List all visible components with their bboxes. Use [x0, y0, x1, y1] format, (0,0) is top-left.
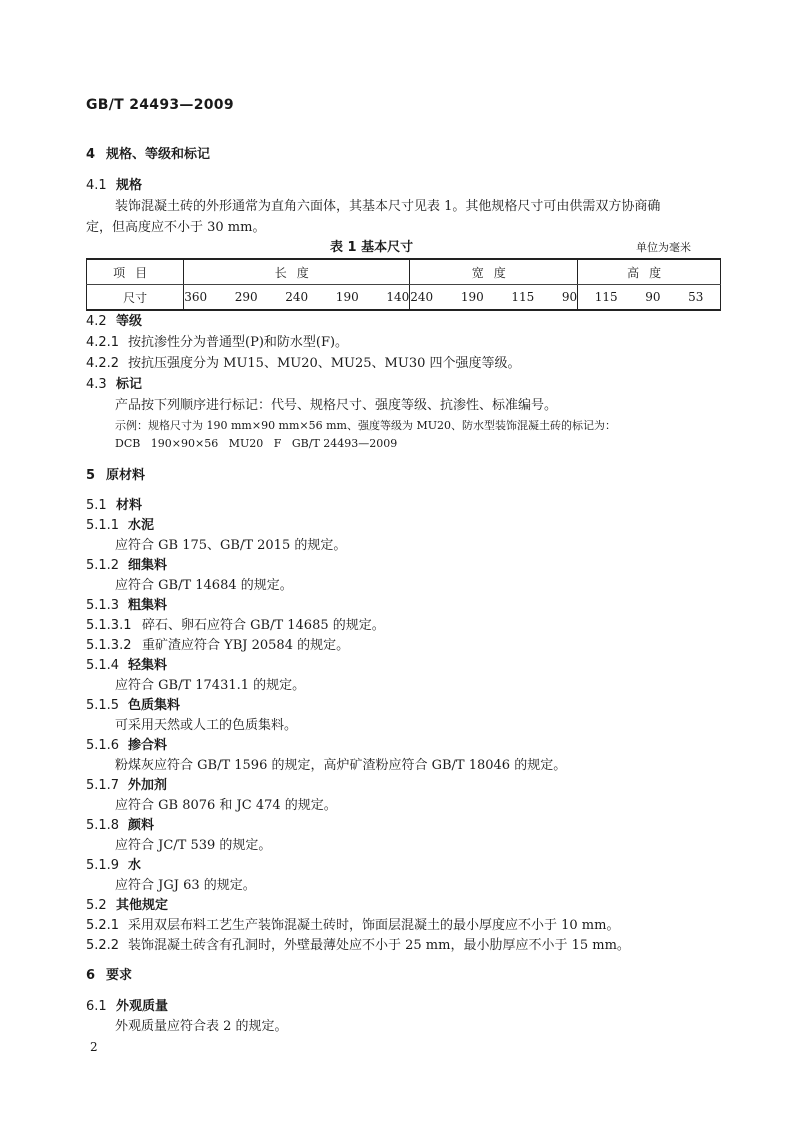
section-5-1-5-text: 可采用天然或人工的色质集料。 — [115, 718, 298, 733]
section-4-2-heading — [86, 313, 142, 331]
section-5-1-8-heading — [86, 817, 154, 835]
marking-example-intro: 示例：规格尺寸为 190 mm×90 mm×56 mm、强度等级为 MU20、防水型装饰混凝土砖的标记为： — [115, 419, 617, 432]
table-header-row — [87, 259, 721, 285]
section-5-1-7-text: 应符合 GB 8076 和 JC 474 的规定。 — [115, 798, 337, 813]
section-number: 5.1.2 — [86, 558, 120, 573]
section-number: 4.2 — [86, 314, 107, 329]
section-text: 按抗压强度分为 MU15、MU20、MU25、MU30 四个强度等级。 — [128, 356, 521, 371]
section-4-1-text-1: 装饰混凝土砖的外形通常为直角六面体，其基本尺寸见表 1。其他规格尺寸可由供需双方协商确 — [115, 199, 661, 214]
section-5-1-9-heading — [86, 857, 141, 875]
section-5-1-1-text: 应符合 GB 175、GB/T 2015 的规定。 — [115, 538, 347, 553]
section-5-1-4-heading — [86, 657, 167, 675]
section-number: 5.1.8 — [86, 818, 120, 833]
section-5-1-6-heading — [86, 737, 167, 755]
section-number: 4.2.1 — [86, 335, 120, 350]
section-4-3-heading — [86, 376, 142, 394]
row-label: 尺寸 — [87, 285, 184, 311]
section-4-heading — [86, 146, 210, 164]
section-title: 色质集料 — [128, 698, 181, 713]
section-number: 5.1.4 — [86, 658, 120, 673]
marking-example: DCB 190×90×56 MU20 F GB/T 24493—2009 — [115, 437, 398, 450]
standard-number: GB/T 24493—2009 — [86, 97, 234, 113]
section-5-1-5-heading — [86, 697, 180, 715]
section-5-1-1-heading — [86, 517, 154, 535]
section-5-1-2-text: 应符合 GB/T 14684 的规定。 — [115, 578, 293, 593]
section-5-1-2-heading — [86, 557, 167, 575]
section-5-1-3-1 — [86, 617, 385, 635]
page-number: 2 — [90, 1040, 98, 1054]
section-number: 4 — [86, 147, 96, 162]
section-text: 碎石、卵石应符合 GB/T 14685 的规定。 — [142, 618, 385, 633]
section-number: 4.2.2 — [86, 356, 120, 371]
section-5-1-4-text: 应符合 GB/T 17431.1 的规定。 — [115, 678, 306, 693]
section-number: 5.1.9 — [86, 858, 120, 873]
section-number: 4.1 — [86, 178, 107, 193]
section-title: 水泥 — [128, 518, 155, 533]
section-title: 等级 — [116, 314, 143, 329]
section-title: 细集料 — [128, 558, 168, 573]
section-text: 装饰混凝土砖含有孔洞时，外壁最薄处应不小于 25 mm，最小肋厚应不小于 15 mm。 — [128, 938, 630, 953]
section-number: 5.1.5 — [86, 698, 120, 713]
table-row — [87, 285, 721, 311]
section-title: 其他规定 — [116, 898, 169, 913]
section-title: 规格、等级和标记 — [106, 147, 211, 162]
section-title: 外观质量 — [116, 999, 169, 1014]
table-1-basic-dimensions — [86, 258, 721, 311]
header-length: 长度 — [184, 259, 410, 285]
section-number: 5.2.1 — [86, 918, 120, 933]
section-title: 粗集料 — [128, 598, 168, 613]
section-title: 要求 — [106, 968, 133, 983]
section-number: 5.1.6 — [86, 738, 120, 753]
section-number: 6.1 — [86, 999, 107, 1014]
section-6-1-heading — [86, 998, 168, 1016]
section-title: 颜料 — [128, 818, 155, 833]
section-5-2-2 — [86, 937, 630, 955]
section-title: 轻集料 — [128, 658, 168, 673]
section-text: 按抗渗性分为普通型(P)和防水型(F)。 — [128, 335, 349, 350]
section-number: 5.1 — [86, 498, 107, 513]
table-1-title: 表 1 基本尺寸 — [330, 240, 414, 255]
height-values: 115 90 53 — [578, 285, 721, 311]
section-5-1-6-text: 粉煤灰应符合 GB/T 1596 的规定，高炉矿渣粉应符合 GB/T 18046 的规定。 — [115, 758, 567, 773]
width-values: 240 190 115 90 — [410, 285, 578, 311]
section-5-1-8-text: 应符合 JC/T 539 的规定。 — [115, 838, 272, 853]
section-5-1-3-heading — [86, 597, 167, 615]
section-4-1-heading — [86, 177, 142, 195]
section-number: 5.1.3.1 — [86, 618, 132, 633]
section-4-2-1 — [86, 334, 348, 352]
section-title: 原材料 — [106, 468, 146, 483]
section-number: 5.1.3 — [86, 598, 120, 613]
header-height: 高度 — [578, 259, 721, 285]
section-6-heading — [86, 967, 132, 985]
section-title: 标记 — [116, 377, 143, 392]
header-item: 项目 — [87, 259, 184, 285]
section-text: 采用双层布料工艺生产装饰混凝土砖时，饰面层混凝土的最小厚度应不小于 10 mm。 — [128, 918, 620, 933]
section-5-1-heading — [86, 497, 142, 515]
section-title: 规格 — [116, 178, 143, 193]
section-5-1-3-2 — [86, 637, 349, 655]
section-text: 重矿渣应符合 YBJ 20584 的规定。 — [142, 638, 350, 653]
section-number: 5.1.7 — [86, 778, 120, 793]
section-number: 5.1.3.2 — [86, 638, 132, 653]
section-title: 外加剂 — [128, 778, 168, 793]
length-values: 360 290 240 190 140 — [184, 285, 410, 311]
section-number: 5.2.2 — [86, 938, 120, 953]
table-1-unit: 单位为毫米 — [636, 241, 691, 254]
section-title: 材料 — [116, 498, 143, 513]
section-number: 6 — [86, 968, 96, 983]
header-width: 宽度 — [410, 259, 578, 285]
section-title: 掺合料 — [128, 738, 168, 753]
section-number: 5.1.1 — [86, 518, 120, 533]
section-5-1-9-text: 应符合 JGJ 63 的规定。 — [115, 878, 256, 893]
section-4-3-text: 产品按下列顺序进行标记：代号、规格尺寸、强度等级、抗渗性、标准编号。 — [115, 398, 558, 413]
section-5-2-1 — [86, 917, 619, 935]
section-6-1-text: 外观质量应符合表 2 的规定。 — [115, 1019, 288, 1034]
section-5-1-7-heading — [86, 777, 167, 795]
section-5-heading — [86, 467, 145, 485]
section-number: 5.2 — [86, 898, 107, 913]
section-title: 水 — [128, 858, 142, 873]
section-5-2-heading — [86, 897, 168, 915]
section-number: 4.3 — [86, 377, 107, 392]
section-4-1-text-2: 定，但高度应不小于 30 mm。 — [86, 220, 266, 235]
section-number: 5 — [86, 468, 96, 483]
section-4-2-2 — [86, 355, 521, 373]
